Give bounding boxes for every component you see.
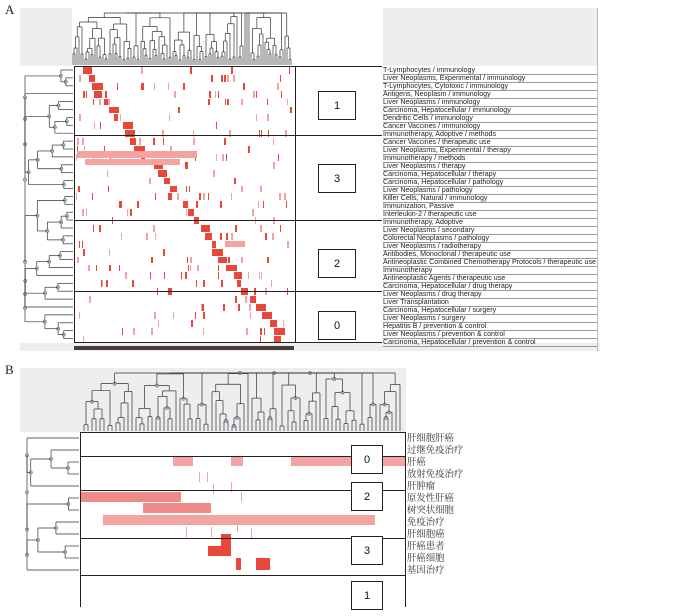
heatmap-cell xyxy=(290,107,292,114)
heatmap-cell xyxy=(262,312,272,319)
heatmap-cell xyxy=(170,186,177,193)
term-a: Liver Neoplasms / immunology xyxy=(383,99,597,107)
panel-a-row-dendrogram xyxy=(20,66,74,343)
heatmap-cell xyxy=(212,249,223,256)
heatmap-cell xyxy=(216,154,217,161)
heatmap-cell xyxy=(88,265,90,272)
term-a: Liver Transplantation xyxy=(383,299,597,307)
heatmap-cell xyxy=(168,83,169,90)
heatmap-cell xyxy=(205,233,212,240)
heatmap-cell xyxy=(178,107,180,114)
heatmap-cell xyxy=(108,186,109,193)
heatmap-cell xyxy=(155,233,156,240)
heatmap-cell xyxy=(260,328,262,335)
heatmap-cell xyxy=(197,265,199,272)
heatmap-cell xyxy=(286,201,287,208)
heatmap-cell xyxy=(231,193,232,200)
term-a: Carcinoma, Hepatocellular / pathology xyxy=(383,179,597,187)
heatmap-cell xyxy=(121,201,122,208)
term-a: Cancer Vaccines / immunology xyxy=(383,123,597,131)
term-b: 树突状细胞 xyxy=(407,505,454,516)
term-a: Colorectal Neoplasms / pathology xyxy=(383,235,597,243)
heatmap-cell xyxy=(186,186,187,193)
heatmap-cell xyxy=(201,304,202,311)
heatmap-cell xyxy=(189,186,190,193)
heatmap-cell xyxy=(225,241,245,247)
heatmap-cell xyxy=(223,304,225,311)
heatmap-cell xyxy=(226,154,227,161)
heatmap-cell xyxy=(122,328,123,335)
heatmap-cell xyxy=(248,272,249,279)
heatmap-cell xyxy=(139,138,141,145)
panel-b-row-dendrogram xyxy=(20,432,80,607)
term-a: Interleukin-2 / therapeutic use xyxy=(383,211,597,219)
term-a: T-Lymphocytes / immunology xyxy=(383,67,597,75)
heatmap-cell xyxy=(248,146,250,153)
heatmap-cell xyxy=(224,138,226,145)
heatmap-cell xyxy=(279,193,281,200)
heatmap-cell xyxy=(289,67,290,74)
heatmap-cell xyxy=(285,130,287,137)
heatmap-cell xyxy=(169,114,170,121)
heatmap-cell xyxy=(187,257,188,264)
term-a: Cancer Vaccines / therapeutic use xyxy=(383,139,597,147)
heatmap-cell xyxy=(238,304,240,311)
heatmap-cell xyxy=(174,91,176,98)
heatmap-cell xyxy=(261,130,262,137)
term-a: Dendritic Cells / immunology xyxy=(383,115,597,123)
term-a: Carcinoma, Hepatocellular / drug therapy xyxy=(383,283,597,291)
heatmap-cell xyxy=(225,99,226,106)
heatmap-cell xyxy=(213,170,215,177)
heatmap-cell xyxy=(241,257,243,264)
heatmap-cell xyxy=(99,225,101,232)
panel-b-header-left xyxy=(20,368,80,432)
heatmap-cell xyxy=(186,209,187,216)
heatmap-cell xyxy=(268,130,269,137)
heatmap-cell xyxy=(203,280,205,287)
heatmap-cell xyxy=(267,99,268,106)
heatmap-cell xyxy=(202,304,204,311)
heatmap-cell xyxy=(89,75,95,82)
heatmap-cell xyxy=(77,257,79,264)
heatmap-cell xyxy=(231,456,243,466)
heatmap-cell xyxy=(291,456,406,466)
heatmap-cell xyxy=(226,233,228,240)
cluster-a-2-label: 2 xyxy=(318,249,356,278)
heatmap-cell xyxy=(199,193,201,200)
heatmap-cell xyxy=(195,312,196,319)
heatmap-cell xyxy=(79,75,81,82)
term-a: Immunization, Passive xyxy=(383,203,597,211)
heatmap-cell xyxy=(92,83,103,90)
term-a: Liver Neoplasms, Experimental / immunology xyxy=(383,75,597,83)
heatmap-cell xyxy=(284,193,286,200)
cluster-a-0-label: 0 xyxy=(318,311,356,340)
heatmap-cell xyxy=(228,257,230,264)
heatmap-cell xyxy=(249,304,251,311)
heatmap-cell xyxy=(267,257,269,264)
heatmap-cell xyxy=(259,272,260,279)
heatmap-cell xyxy=(203,328,204,335)
heatmap-cell xyxy=(183,83,185,90)
heatmap-cell xyxy=(146,233,148,240)
heatmap-cell xyxy=(99,99,101,106)
panel-a-header-right xyxy=(383,8,598,66)
term-a: Liver Neoplasms, Experimental / therapy xyxy=(383,147,597,155)
heatmap-cell xyxy=(221,75,223,82)
heatmap-cell xyxy=(273,162,275,169)
heatmap-cell xyxy=(141,67,143,74)
heatmap-cell xyxy=(102,280,103,287)
heatmap-cell xyxy=(188,209,194,216)
heatmap-cell xyxy=(207,472,208,482)
heatmap-cell xyxy=(237,280,241,287)
heatmap-cell xyxy=(281,91,282,98)
heatmap-cell xyxy=(203,312,205,319)
term-b: 过继免疫治疗 xyxy=(407,445,464,456)
heatmap-cell xyxy=(86,209,87,216)
heatmap-cell xyxy=(163,138,164,145)
heatmap-cell xyxy=(132,280,134,287)
heatmap-cell xyxy=(250,296,256,303)
cluster-b-0-label: 0 xyxy=(351,445,383,474)
heatmap-cell xyxy=(79,114,81,121)
term-b: 肝肿瘤 xyxy=(407,481,436,492)
heatmap-cell xyxy=(85,159,180,165)
heatmap-cell xyxy=(101,280,102,287)
heatmap-cell xyxy=(224,75,226,82)
heatmap-cell xyxy=(243,83,245,90)
heatmap-cell xyxy=(143,83,144,90)
term-a: Liver Neoplasms / pathology xyxy=(383,187,597,195)
heatmap-cell xyxy=(218,91,219,98)
heatmap-cell xyxy=(123,122,133,129)
term-a: Liver Neoplasms / drug therapy xyxy=(383,291,597,299)
heatmap-cell xyxy=(287,99,288,106)
term-a: Carcinoma, Hepatocellular / immunology xyxy=(383,107,597,115)
heatmap-cell xyxy=(196,280,197,287)
term-a: Antineoplastic Combined Chemotherapy Protocols / therapeutic use xyxy=(383,258,596,266)
heatmap-cell xyxy=(78,186,80,193)
term-a: Antineoplastic Agents / therapeutic use xyxy=(383,275,597,283)
term-b: 基因治疗 xyxy=(407,565,445,576)
term-b: 肝癌 xyxy=(407,457,426,468)
heatmap-cell xyxy=(153,225,155,232)
heatmap-cell xyxy=(271,280,272,287)
heatmap-cell xyxy=(246,328,248,335)
heatmap-cell xyxy=(287,241,289,248)
heatmap-cell xyxy=(212,241,216,248)
heatmap-cell xyxy=(155,193,156,200)
heatmap-cell xyxy=(226,265,237,272)
heatmap-cell xyxy=(82,138,84,145)
heatmap-cell xyxy=(237,522,238,532)
heatmap-cell xyxy=(213,484,214,494)
heatmap-cell xyxy=(94,91,102,98)
heatmap-cell xyxy=(203,193,205,200)
heatmap-cell xyxy=(93,99,94,106)
heatmap-cell xyxy=(177,193,179,200)
term-b: 肝细胞肝癌 xyxy=(407,433,454,444)
heatmap-cell xyxy=(191,320,193,327)
heatmap-cell xyxy=(263,201,264,208)
heatmap-cell xyxy=(241,99,243,106)
heatmap-cell xyxy=(245,296,247,303)
term-a: Carcinoma, Hepatocellular / prevention & control xyxy=(383,339,597,347)
term-a: Carcinoma, Hepatocellular / surgery xyxy=(383,307,597,315)
heatmap-cell xyxy=(272,233,274,240)
heatmap-cell xyxy=(159,170,167,177)
heatmap-cell xyxy=(103,515,375,525)
heatmap-cell xyxy=(233,75,235,82)
heatmap-cell xyxy=(261,272,262,279)
heatmap-cell xyxy=(220,233,222,240)
term-a: Liver Neoplasms / surgery xyxy=(383,315,597,323)
heatmap-cell xyxy=(151,257,153,264)
term-b: 原发性肝癌 xyxy=(407,493,454,504)
heatmap-cell xyxy=(143,503,211,513)
panel-b-label: B xyxy=(5,362,14,377)
heatmap-cell xyxy=(218,257,227,264)
heatmap-cell xyxy=(133,328,135,335)
heatmap-cell xyxy=(234,178,236,185)
row-dend-b-node xyxy=(25,491,28,494)
heatmap-cell xyxy=(137,201,139,208)
heatmap-cell xyxy=(250,312,251,319)
heatmap-cell xyxy=(108,99,110,106)
heatmap-cell xyxy=(119,201,121,208)
heatmap-cell xyxy=(186,527,187,537)
term-a: Immunotherapy, Adoptive / methods xyxy=(383,131,597,139)
heatmap-cell xyxy=(201,225,210,232)
heatmap-cell xyxy=(151,328,153,335)
heatmap-cell xyxy=(79,312,80,319)
heatmap-cell xyxy=(227,99,229,106)
heatmap-cell xyxy=(93,225,94,232)
heatmap-cell xyxy=(173,312,174,319)
term-a: Immunotherapy, Adoptive xyxy=(383,219,597,227)
heatmap-cell xyxy=(235,225,237,232)
heatmap-cell xyxy=(83,91,85,98)
heatmap-cell xyxy=(109,249,110,256)
heatmap-cell xyxy=(77,151,197,158)
heatmap-cell xyxy=(259,130,260,137)
heatmap-cell xyxy=(199,472,200,482)
term-b: 放射免疫治疗 xyxy=(407,469,464,480)
heatmap-cell xyxy=(107,170,108,177)
heatmap-cell xyxy=(215,91,216,98)
heatmap-cell xyxy=(125,272,127,279)
term-a: Liver Neoplasms / prevention & control xyxy=(383,331,597,339)
heatmap-cell xyxy=(149,178,151,185)
heatmap-cell xyxy=(218,272,219,279)
term-a: Killer Cells, Natural / immunology xyxy=(383,195,597,203)
heatmap-cell xyxy=(256,304,266,311)
heatmap-cell xyxy=(125,130,135,137)
heatmap-cell xyxy=(227,75,229,82)
heatmap-cell xyxy=(127,209,128,216)
heatmap-cell xyxy=(208,546,223,556)
heatmap-cell xyxy=(278,154,279,161)
term-a: Immunotherapy xyxy=(383,267,597,275)
heatmap-cell xyxy=(188,265,189,272)
cluster-a-3-label: 3 xyxy=(318,164,356,193)
heatmap-cell xyxy=(209,91,211,98)
panel-a-divider xyxy=(597,8,598,351)
heatmap-cell xyxy=(229,130,231,137)
term-b: 肝细胞癌 xyxy=(407,529,445,540)
heatmap-cell xyxy=(109,107,119,114)
term-a: Antigens, Neoplasm / immunology xyxy=(383,91,597,99)
row-dend-a-node xyxy=(23,178,26,181)
cluster-b-2-label: 2 xyxy=(351,482,383,511)
heatmap-cell xyxy=(162,130,164,137)
heatmap-cell xyxy=(104,99,108,106)
heatmap-cell xyxy=(241,492,242,502)
heatmap-cell xyxy=(211,75,213,82)
term-b: 肝癌细胞 xyxy=(407,553,445,564)
heatmap-cell xyxy=(283,320,284,327)
heatmap-cell xyxy=(193,138,195,145)
heatmap-cell xyxy=(96,265,97,272)
heatmap-cell xyxy=(234,272,242,279)
heatmap-cell xyxy=(163,249,165,256)
heatmap-cell xyxy=(92,193,93,200)
heatmap-cell xyxy=(83,249,85,256)
heatmap-cell xyxy=(190,257,192,264)
cluster-a-1-label: 1 xyxy=(318,91,356,120)
heatmap-cell xyxy=(186,162,188,169)
term-a: Hepatitis B / prevention & control xyxy=(383,323,597,331)
heatmap-cell xyxy=(220,201,222,208)
term-b: 肝癌患者 xyxy=(407,541,445,552)
heatmap-cell xyxy=(121,233,122,240)
heatmap-cell xyxy=(264,328,265,335)
heatmap-cell xyxy=(208,99,210,106)
panel-b-column-dendrogram xyxy=(80,368,406,432)
heatmap-cell xyxy=(82,209,84,216)
heatmap-cell xyxy=(267,114,269,121)
heatmap-cell xyxy=(218,265,219,272)
heatmap-cell xyxy=(105,91,107,98)
heatmap-cell xyxy=(120,114,121,121)
heatmap-cell xyxy=(252,209,254,216)
heatmap-cell xyxy=(77,138,79,145)
heatmap-cell xyxy=(154,312,156,319)
heatmap-cell xyxy=(208,193,209,200)
cluster-b-3-label: 3 xyxy=(351,536,383,565)
panel-a-label: A xyxy=(5,2,15,17)
heatmap-cell xyxy=(173,456,193,466)
heatmap-cell xyxy=(241,186,243,193)
term-a: T-Lymphocytes, Cytotoxic / immunology xyxy=(383,83,597,91)
panel-a-column-dendrogram xyxy=(72,8,294,66)
heatmap-cell xyxy=(119,265,120,272)
term-a: Carcinoma, Hepatocellular / therapy xyxy=(383,171,597,179)
heatmap-cell xyxy=(280,75,281,82)
heatmap-cell xyxy=(274,328,285,335)
heatmap-cell xyxy=(79,241,80,248)
heatmap-cell xyxy=(181,272,182,279)
heatmap-cell xyxy=(216,122,217,129)
heatmap-cell xyxy=(280,225,281,232)
heatmap-cell xyxy=(76,193,77,200)
heatmap-cell xyxy=(94,122,95,129)
heatmap-cell xyxy=(256,91,257,98)
heatmap-cell xyxy=(265,233,267,240)
heatmap-cell xyxy=(256,558,270,570)
heatmap-cell xyxy=(150,272,151,279)
heatmap-cell xyxy=(86,91,87,98)
heatmap-cell xyxy=(158,320,159,327)
heatmap-cell xyxy=(106,280,108,287)
heatmap-cell xyxy=(190,67,192,74)
heatmap-cell xyxy=(231,67,233,74)
heatmap-cell xyxy=(109,265,111,272)
heatmap-cell xyxy=(258,201,259,208)
heatmap-cell xyxy=(168,193,172,200)
heatmap-cell xyxy=(190,265,191,272)
heatmap-cell xyxy=(222,154,224,161)
heatmap-cell xyxy=(196,201,198,208)
panel-a-heatmap xyxy=(74,66,296,342)
heatmap-cell xyxy=(260,225,262,232)
heatmap-cell xyxy=(211,527,212,537)
heatmap-cell xyxy=(236,558,241,570)
heatmap-cell xyxy=(130,209,132,216)
heatmap-cell xyxy=(130,138,136,145)
heatmap-cell xyxy=(114,114,118,121)
panel-a-heatmap-footer xyxy=(74,346,294,350)
term-a: Antibodies, Monoclonal / therapeutic use xyxy=(383,251,597,259)
term-a: Liver Neoplasms / radiotherapy xyxy=(383,243,597,251)
term-a: Immunotherapy / methods xyxy=(383,155,597,163)
heatmap-cell xyxy=(221,280,223,287)
term-a: Liver Neoplasms / therapy xyxy=(383,163,597,171)
term-b: 免疫治疗 xyxy=(407,517,445,528)
heatmap-cell xyxy=(164,178,170,185)
heatmap-cell xyxy=(193,130,194,137)
heatmap-cell xyxy=(154,83,155,90)
heatmap-cell xyxy=(185,272,187,279)
heatmap-cell xyxy=(183,201,188,208)
heatmap-cell xyxy=(256,114,257,121)
cluster-b-1-label: 1 xyxy=(351,581,383,610)
panel-a-header-left xyxy=(20,8,72,66)
heatmap-cell xyxy=(277,83,279,90)
heatmap-cell xyxy=(81,492,181,502)
heatmap-cell xyxy=(235,296,237,303)
heatmap-cell xyxy=(83,67,92,74)
heatmap-cell xyxy=(270,320,277,327)
term-a: Liver Neoplasms / secondary xyxy=(383,227,597,235)
heatmap-cell xyxy=(117,83,118,90)
heatmap-cell xyxy=(273,138,274,145)
heatmap-cell xyxy=(231,233,233,240)
heatmap-cell xyxy=(100,122,101,129)
heatmap-cell xyxy=(153,138,155,145)
heatmap-cell xyxy=(260,186,262,193)
heatmap-cell xyxy=(251,528,252,538)
heatmap-cell xyxy=(164,272,165,279)
heatmap-cell xyxy=(82,241,83,248)
heatmap-cell xyxy=(89,296,91,303)
heatmap-cell xyxy=(253,91,255,98)
